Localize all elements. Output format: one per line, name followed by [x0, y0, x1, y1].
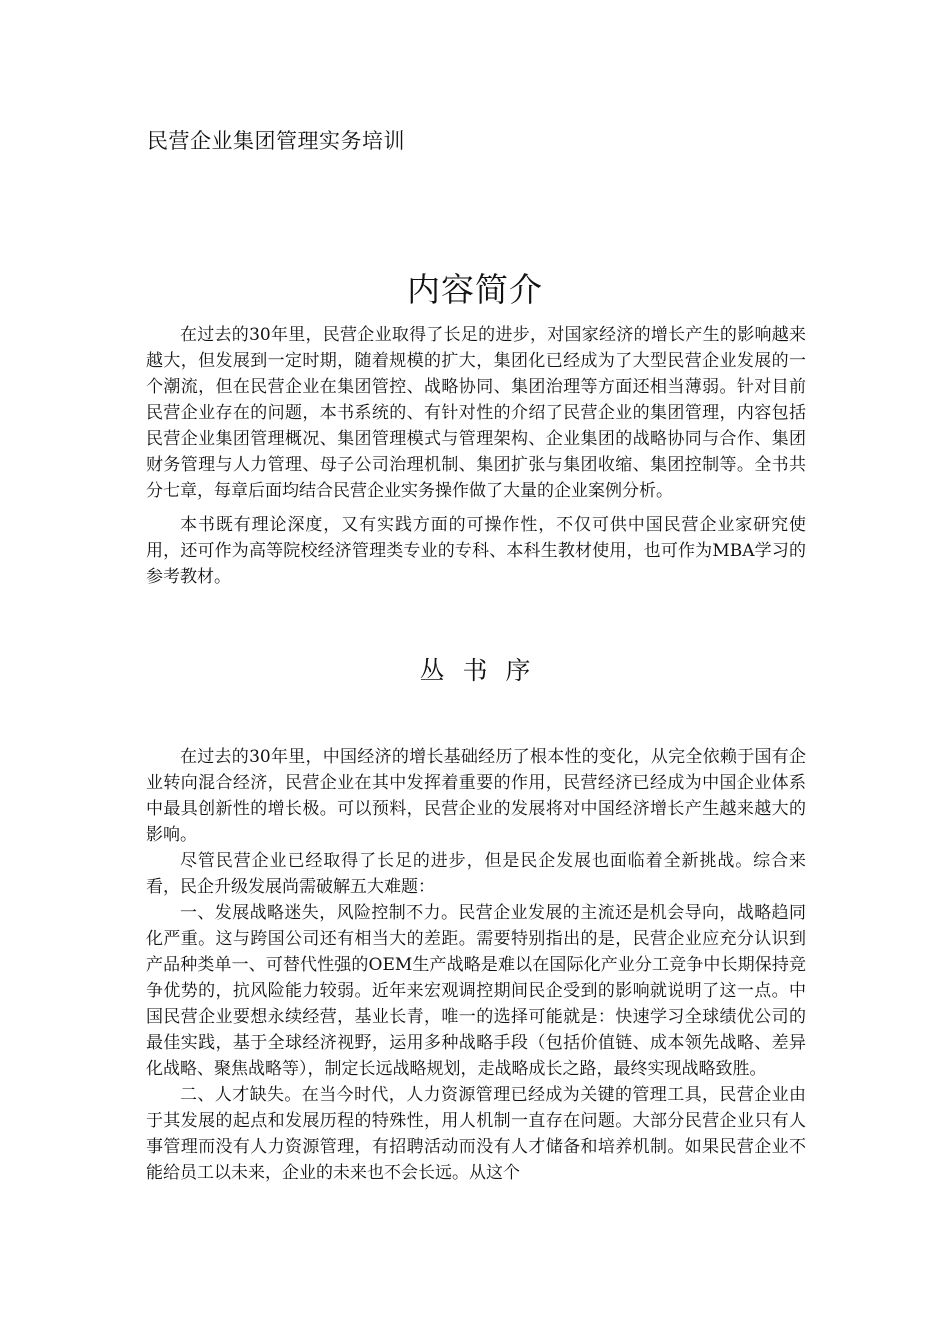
intro-heading: 内容简介 [407, 270, 543, 309]
intro-paragraph-1: 在过去的30年里，民营企业取得了长足的进步，对国家经济的增长产生的影响越来越大，但发展到一定时期，随着规模的扩大，集团化已经成为了大型民营企业发展的一个潮流，但在民营企业在集团管控、战略协同、集团治理等方面还相当薄弱。针对目前民营企业存在的问题，本书系统的、有针对性的介绍了民营企业的集团管理，内容包括民营企业集团管理概况、集团管理模式与管理架构、企业集团的战略协同与合作、集团财务管理与人力管理、母子公司治理机制、集团扩张与集团收缩、集团控制等。全书共分七章，每章后面均结合民营企业实务操作做了大量的企业案例分析。 [146, 325, 806, 501]
intro-body [146, 322, 806, 590]
preface-heading: 丛书序 [419, 656, 549, 685]
preface-paragraph-1: 在过去的30年里，中国经济的增长基础经历了根本性的变化，从完全依赖于国有企业转向混合经济，民营企业在其中发挥着重要的作用，民营经济已经成为中国企业体系中最具创新性的增长极。可以预料，民营企业的发展将对中国经济增长产生越来越大的影响。 [146, 747, 806, 845]
preface-paragraph-2: 尽管民营企业已经取得了长足的进步，但是民企发展也面临着全新挑战。综合来看，民企升级发展尚需破解五大难题： [146, 851, 806, 897]
document-title: 民营企业集团管理实务培训 [147, 129, 405, 153]
intro-paragraph-2: 本书既有理论深度，又有实践方面的可操作性，不仅可供中国民营企业家研究使用，还可作为高等院校经济管理类专业的专科、本科生教材使用，也可作为MBA学习的参考教材。 [146, 515, 806, 587]
preface-paragraph-3: 一、发展战略迷失，风险控制不力。民营企业发展的主流还是机会导向，战略趋同化严重。这与跨国公司还有相当大的差距。需要特别指出的是，民营企业应充分认识到产品种类单一、可替代性强的OEM生产战略是难以在国际化产业分工竞争中长期保持竞争优势的，抗风险能力较弱。近年来宏观调控期间民企受到的影响就说明了这一点。中国民营企业要想永续经营，基业长青，唯一的选择可能就是：快速学习全球绩优公司的最佳实践，基于全球经济视野，运用多种战略手段（包括价值链、成本领先战略、差异化战略、聚焦战略等），制定长远战略规划，走战略成长之路，最终实现战略致胜。 [146, 903, 806, 1079]
preface-paragraph-4: 二、人才缺失。在当今时代，人力资源管理已经成为关键的管理工具，民营企业由于其发展的起点和发展历程的特殊性，用人机制一直存在问题。大部分民营企业只有人事管理而没有人力资源管理，有招聘活动而没有人才储备和培养机制。如果民营企业不能给员工以未来，企业的未来也不会长远。从这个 [146, 1085, 806, 1183]
preface-body [146, 744, 806, 1186]
